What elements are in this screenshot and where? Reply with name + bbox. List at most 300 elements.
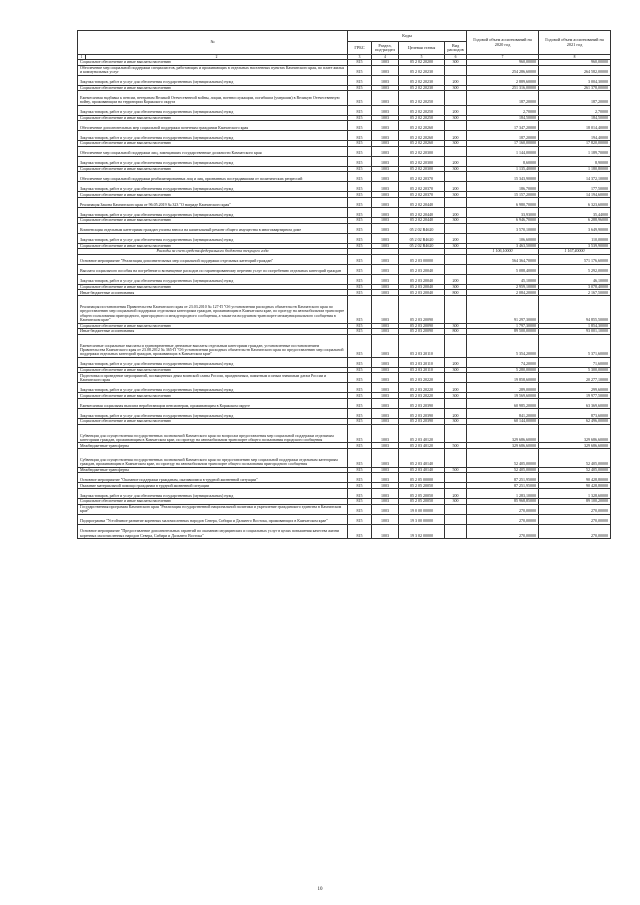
vid-cell: 300 [445, 60, 467, 66]
amount-2021-cell: 1 854,30000 [539, 323, 611, 329]
amount-2021-cell: 5 300,00000 [539, 367, 611, 373]
amount-2020-cell: 254 286,60000 [467, 65, 539, 75]
razdel-cell: 1003 [372, 323, 399, 329]
table-row [78, 197, 611, 207]
grbs-cell: 815 [348, 131, 372, 141]
amount-2020-cell: 60 144,00000 [467, 419, 539, 425]
target-cell: 05 2 03 20090 [399, 323, 445, 329]
razdel-cell: 1003 [372, 192, 399, 198]
vid-cell: 800 [445, 329, 467, 335]
grbs-cell: 815 [348, 489, 372, 499]
razdel-cell: 1003 [372, 223, 399, 233]
row-description: Закупка товаров, работ и услуг для обеспечения государственных (муниципальных) нужд [78, 383, 348, 393]
table-row [78, 399, 611, 409]
row-description: Реализация постановления Правительства Камчатского края от 23.03.2010 № 127-П "Об установлении расходных обязательств Камчатского края по предоставлению мер социальной поддержки отдельным категориям граждан, проживающим в Камчатском крае, по проезду на автомобильном транспорте общего пользования пригородного, пригородного и междугородного сообщения, а также на воздушном транспорте межмуниципального сообщения в Камчатском крае" [78, 295, 348, 323]
amount-2021-cell: 6 288,96000 [539, 217, 611, 223]
table-row [78, 207, 611, 217]
header-razdel: Раздел, под-раздел [372, 42, 399, 55]
target-cell: 05 2 02 20250 [399, 105, 445, 115]
razdel-cell: 1003 [372, 373, 399, 383]
vid-cell: 200 [445, 357, 467, 367]
amount-2020-cell: 52 405,00000 [467, 449, 539, 468]
amount-2021-cell: 110,00000 [539, 233, 611, 243]
vid-cell: 200 [445, 156, 467, 166]
target-cell: 05 2 03 20040 [399, 274, 445, 284]
amount-2021-cell: 270,00000 [539, 514, 611, 524]
amount-2020-cell: 186,70000 [467, 182, 539, 192]
razdel-cell: 1003 [372, 443, 399, 449]
grbs-cell: 815 [348, 156, 372, 166]
target-cell: 05 2 03 20220 [399, 383, 445, 393]
amount-2021-cell: 2,70000 [539, 105, 611, 115]
amount-2020-cell: 3 463,50000 [467, 243, 539, 249]
amount-2020-cell: 1 144,00000 [467, 146, 539, 156]
target-cell: 05 2 02 20370 [399, 172, 445, 182]
header-year-2020: Годовой объем ассигнований на 2020 год [467, 31, 539, 55]
amount-2021-cell: 873,60000 [539, 409, 611, 419]
amount-2021-cell: 3 004,30000 [539, 75, 611, 85]
row-description: Социальное обеспечение и иные выплаты населению [78, 284, 348, 290]
vid-cell [445, 424, 467, 443]
amount-2021-cell: 18 014,40000 [539, 121, 611, 131]
table-row [78, 172, 611, 182]
table-row [78, 146, 611, 156]
razdel-cell: 1003 [372, 166, 399, 172]
grbs-cell: 815 [348, 323, 372, 329]
razdel-cell: 1003 [372, 182, 399, 192]
row-description: Закупка товаров, работ и услуг для обеспечения государственных (муниципальных) нужд [78, 156, 348, 166]
column-number: 5 [399, 55, 445, 60]
amount-2020-cell: 187,20000 [467, 131, 539, 141]
table-row [78, 274, 611, 284]
target-cell: 05 2 03 20040 [399, 264, 445, 274]
amount-2021-cell: 3 078,40000 [539, 284, 611, 290]
target-cell: 05 2 05 20050 [399, 483, 445, 489]
grbs-cell: 815 [348, 192, 372, 198]
amount-2020-cell: 1 797,30000 [467, 323, 539, 329]
target-cell: 05 2 02 20300 [399, 146, 445, 156]
razdel-cell: 1003 [372, 524, 399, 538]
amount-2021-cell: 261 378,00000 [539, 85, 611, 91]
amount-2020-cell: 45,10000 [467, 274, 539, 284]
grbs-cell: 815 [348, 172, 372, 182]
grbs-cell: 815 [348, 443, 372, 449]
row-description: Социальное обеспечение и иные выплаты населению [78, 115, 348, 121]
amount-2021-cell: 52 405,00000 [539, 467, 611, 473]
amount-2021-cell: 329 686,60000 [539, 443, 611, 449]
razdel-cell: 1003 [372, 91, 399, 105]
target-cell: 05 2 02 20250 [399, 115, 445, 121]
row-description: Социальное обеспечение и иные выплаты населению [78, 141, 348, 147]
vid-cell [445, 146, 467, 156]
amount-2021-cell: 52 405,00000 [539, 449, 611, 468]
target-cell: 05 2 03 20040 [399, 290, 445, 296]
amount-2020-cell: 87 251,95000 [467, 473, 539, 483]
row-description: Социальное обеспечение и иные выплаты населению [78, 85, 348, 91]
grbs-cell: 815 [348, 483, 372, 489]
amount-2020-cell: 33,93000 [467, 207, 539, 217]
razdel-cell: 1003 [372, 467, 399, 473]
grbs-cell: 815 [348, 146, 372, 156]
razdel-cell: 1003 [372, 409, 399, 419]
vid-cell [445, 91, 467, 105]
amount-2021-cell: 20 277,10000 [539, 373, 611, 383]
vid-cell: 300 [445, 367, 467, 373]
vid-cell: 300 [445, 141, 467, 147]
row-description: Закупка товаров, работ и услуг для обеспечения государственных (муниципальных) нужд [78, 233, 348, 243]
page-number: 10 [317, 887, 323, 892]
amount-2021-cell: 3 539,90000 [539, 243, 611, 249]
table-row [78, 131, 611, 141]
grbs-cell: 815 [348, 274, 372, 284]
grbs-cell: 815 [348, 254, 372, 264]
razdel-cell: 1003 [372, 419, 399, 425]
row-description: Субвенции для осуществления государственных полномочий Камчатского края по вопросам предоставления мер социальной поддержки отдельным категориям граждан, проживающим в Камчатском крае, по проезду на автомобильном транспорте общего пользования городского сообщения [78, 424, 348, 443]
razdel-cell: 1003 [372, 264, 399, 274]
table-row [78, 65, 611, 75]
table-row [78, 264, 611, 274]
amount-2021-cell: 960,00000 [539, 60, 611, 66]
row-description: Обеспечение мер социальной поддержки реабилитированных лиц и лиц, признанных пострадавшими от политических репрессий [78, 172, 348, 182]
razdel-cell: 1003 [372, 504, 399, 514]
row-description: Закупка товаров, работ и услуг для обеспечения государственных (муниципальных) нужд [78, 75, 348, 85]
table-row [78, 383, 611, 393]
vid-cell: 300 [445, 284, 467, 290]
target-cell: 05 2 02 20370 [399, 192, 445, 198]
target-cell: 05 2 03 20110 [399, 357, 445, 367]
table-row [78, 156, 611, 166]
amount-2020-cell: 960,00000 [467, 60, 539, 66]
target-cell: 05 2 03 40140 [399, 449, 445, 468]
vid-cell [445, 254, 467, 264]
grbs-cell: 815 [348, 383, 372, 393]
amount-2021-cell: 329 686,60000 [539, 424, 611, 443]
amount-2020-cell: 329 686,60000 [467, 424, 539, 443]
amount-2020-cell: 89 500,00000 [467, 329, 539, 335]
razdel-cell: 1003 [372, 75, 399, 85]
table-body [78, 60, 611, 539]
amount-2020-cell: 289,00000 [467, 383, 539, 393]
amount-2020-cell: 564 364,70000 [467, 254, 539, 264]
amount-2020-cell: 1 283,10000 [467, 489, 539, 499]
table-row [78, 91, 611, 105]
razdel-cell: 1003 [372, 399, 399, 409]
row-description: Социальное обеспечение и иные выплаты населению [78, 323, 348, 329]
razdel-cell: 1003 [372, 383, 399, 393]
target-cell: 05 2 02 20300 [399, 166, 445, 172]
razdel-cell: 1003 [372, 473, 399, 483]
target-cell: 05 2 02 20440 [399, 207, 445, 217]
grbs-cell: 815 [348, 85, 372, 91]
target-cell: 05 2 03 40120 [399, 443, 445, 449]
vid-cell [445, 514, 467, 524]
amount-2020-cell: 5 354,20000 [467, 334, 539, 357]
grbs-cell: 815 [348, 223, 372, 233]
amount-2021-cell: 270,00000 [539, 504, 611, 514]
amount-2020-cell: 2 084,20000 [467, 290, 539, 296]
row-description: Межбюджетные трансферты [78, 467, 348, 473]
row-description: Социальное обеспечение и иные выплаты населению [78, 393, 348, 399]
razdel-cell: 1003 [372, 290, 399, 296]
row-description: Государственная программа Камчатского края "Реализация государственной национальной политики и укрепление гражданского единства в Камчатском крае" [78, 504, 348, 514]
row-description: Ежемесячная социальная выплата неработающим пенсионерам, проживающим в Корякском округе [78, 399, 348, 409]
amount-2020-cell: 85 968,85000 [467, 499, 539, 505]
amount-2020-cell: 841,20000 [467, 409, 539, 419]
vid-cell [445, 504, 467, 514]
vid-cell: 200 [445, 274, 467, 284]
grbs-cell: 815 [348, 75, 372, 85]
header-codes: Коды [348, 31, 467, 42]
grbs-cell: 815 [348, 207, 372, 217]
header-vid: Вид расходов [445, 42, 467, 55]
row-description: Подпрограмма "Устойчивое развитие коренных малочисленных народов Севера, Сибири и Дальнего Востока, проживающих в Камчатском крае" [78, 514, 348, 524]
razdel-cell: 1003 [372, 141, 399, 147]
amount-2020-cell: 5 088,40000 [467, 264, 539, 274]
amount-2021-cell: 270,00000 [539, 524, 611, 538]
vid-cell: 800 [445, 290, 467, 296]
row-description: Реализация Закона Камчатского края от 96.05.2019 № 323 "О награде Камчатского края" [78, 197, 348, 207]
razdel-cell: 1003 [372, 449, 399, 468]
table-header [78, 31, 611, 60]
amount-2020-cell: 5 280,00000 [467, 367, 539, 373]
amount-2021-cell: 17 820,00000 [539, 141, 611, 147]
razdel-cell: 1003 [372, 85, 399, 91]
razdel-cell: 1003 [372, 156, 399, 166]
vid-cell [445, 449, 467, 468]
vid-cell: 200 [445, 182, 467, 192]
row-description: Субвенции для осуществления государственных полномочий Камчатского края по предоставлению мер социальной поддержки отдельным категориям граждан, проживающим в Камчатском крае, по проезду на автомобильном транспорте общего пользования пригородного сообщения [78, 449, 348, 468]
razdel-cell: 1003 [372, 60, 399, 66]
vid-cell [445, 524, 467, 538]
target-cell: 05 2 02 20230 [399, 85, 445, 91]
vid-cell [445, 264, 467, 274]
table-row [78, 233, 611, 243]
vid-cell [445, 121, 467, 131]
vid-cell [445, 172, 467, 182]
vid-cell [445, 334, 467, 357]
grbs-cell: 815 [348, 409, 372, 419]
grbs-cell: 815 [348, 399, 372, 409]
amount-2021-cell: 194,40000 [539, 131, 611, 141]
target-cell: 19 3 00 00000 [399, 514, 445, 524]
row-description: Обеспечение мер социальной поддержки специалистов, работающих и проживающих в отдельных населенных пунктах Камчатского края, по плате жилья и коммунальных услуг [78, 65, 348, 75]
vid-cell: 200 [445, 233, 467, 243]
target-cell: 05 2 02 20230 [399, 65, 445, 75]
table-row [78, 449, 611, 468]
amount-2020-cell: 17 160,00000 [467, 141, 539, 147]
row-description: Закупка товаров, работ и услуг для обеспечения государственных (муниципальных) нужд [78, 131, 348, 141]
table-row [78, 489, 611, 499]
target-cell: 19 3 02 00000 [399, 524, 445, 538]
grbs-cell: 815 [348, 357, 372, 367]
vid-cell [445, 473, 467, 483]
row-description: Основное мероприятие "Реализация дополнительных мер социальной поддержки отдельных категорий граждан" [78, 254, 348, 264]
table-row [78, 295, 611, 323]
amount-2020-cell: 15 157,20000 [467, 192, 539, 198]
amount-2020-cell: 74,20000 [467, 357, 539, 367]
grbs-cell: 815 [348, 514, 372, 524]
target-cell: 05 2 02 20370 [399, 182, 445, 192]
amount-2021-cell: 1 189,70000 [539, 146, 611, 156]
vid-cell: 300 [445, 419, 467, 425]
table-row [78, 409, 611, 419]
vid-cell [445, 223, 467, 233]
vid-cell: 300 [445, 243, 467, 249]
target-cell: 05 2 02 20440 [399, 197, 445, 207]
grbs-cell: 815 [348, 290, 372, 296]
table-row [78, 373, 611, 383]
amount-2021-cell: 177,50000 [539, 182, 611, 192]
row-description: Закупка товаров, работ и услуг для обеспечения государственных (муниципальных) нужд [78, 274, 348, 284]
amount-2020-cell: 2 889,60000 [467, 75, 539, 85]
column-number: 2 [86, 55, 348, 60]
vid-cell: 200 [445, 75, 467, 85]
target-cell: 05 2 03 20220 [399, 393, 445, 399]
razdel-cell: 1003 [372, 393, 399, 399]
vid-cell: 200 [445, 105, 467, 115]
grbs-cell: 815 [348, 424, 372, 443]
amount-2021-cell: 2 167,50000 [539, 290, 611, 296]
amount-2021-cell: 35,44000 [539, 207, 611, 217]
amount-2021-cell: 3 649,90000 [539, 223, 611, 233]
target-cell: 05 2 03 20040 [399, 284, 445, 290]
razdel-cell: 1003 [372, 115, 399, 121]
row-description: Иные бюджетные ассигнования [78, 290, 348, 296]
amount-2021-cell: 6 323,60000 [539, 197, 611, 207]
vid-cell [445, 197, 467, 207]
vid-cell: 500 [445, 443, 467, 449]
header-year-2021: Годовой объем ассигнований на 2021 год [539, 31, 611, 55]
amount-2021-cell: 63 369,60000 [539, 399, 611, 409]
grbs-cell: 815 [348, 449, 372, 468]
target-cell: 05 2 02 20250 [399, 91, 445, 105]
grbs-cell: 815 [348, 393, 372, 399]
target-cell: 05 2 05 20050 [399, 489, 445, 499]
grbs-cell: 815 [348, 473, 372, 483]
vid-cell: 200 [445, 207, 467, 217]
vid-cell: 200 [445, 489, 467, 499]
razdel-cell: 1003 [372, 105, 399, 115]
amount-2021-cell: 46,10000 [539, 274, 611, 284]
column-number: 7 [467, 55, 539, 60]
table-row [78, 223, 611, 233]
row-description: Основное мероприятие "Оказание поддержки гражданам, оказавшимся в трудной жизненной ситуации" [78, 473, 348, 483]
amount-2021-cell: 571 176,60000 [539, 254, 611, 264]
vid-cell [445, 65, 467, 75]
target-cell: 05 2 05 00000 [399, 473, 445, 483]
grbs-cell: 815 [348, 182, 372, 192]
row-description: Закупка товаров, работ и услуг для обеспечения государственных (муниципальных) нужд [78, 182, 348, 192]
target-cell: 05 2 03 20390 [399, 409, 445, 419]
razdel-cell: 1003 [372, 274, 399, 284]
table-row [78, 334, 611, 357]
row-description: Обеспечение мер социальной поддержки лиц, замещавших государственные должности Камчатского края [78, 146, 348, 156]
row-description: Выплата социального пособия на погребение и возмещение расходов по гарантированному перечню услуг по погребению отдельных категорий граждан [78, 264, 348, 274]
amount-2020-cell: 270,00000 [467, 514, 539, 524]
amount-2020-cell: 270,00000 [467, 504, 539, 514]
grbs-cell: 815 [348, 334, 372, 357]
amount-2021-cell: 1 167,40000 [539, 249, 611, 255]
amount-2020-cell: 15 343,90000 [467, 172, 539, 182]
row-description: Компенсация отдельным категориям граждан уплаты взноса на капитальный ремонт общего имущества в многоквартирном доме [78, 223, 348, 233]
razdel-cell: 1003 [372, 334, 399, 357]
table-row [78, 105, 611, 115]
table-row [78, 514, 611, 524]
row-description: Закупка товаров, работ и услуг для обеспечения государственных (муниципальных) нужд [78, 105, 348, 115]
target-cell: 05 2 03 20390 [399, 419, 445, 425]
target-cell: 05 2 03 20110 [399, 367, 445, 373]
row-description: Ежемесячные социальные выплаты и единовременные денежные выплаты отдельным категориям граждан, установленные постановлением Правительства Камчатского края от 23.08.2012 № 365-П "Об установлении расходных обязательств Камчатского края по предоставлению мер социальной поддержки отдельных категорий граждан, проживающих в Камчатском крае" [78, 334, 348, 357]
razdel-cell: 1003 [372, 514, 399, 524]
razdel-cell: 1003 [372, 243, 399, 249]
column-number: 6 [445, 55, 467, 60]
grbs-cell: 815 [348, 264, 372, 274]
razdel-cell: 1003 [372, 284, 399, 290]
row-description: Социальное обеспечение и иные выплаты населению [78, 419, 348, 425]
grbs-cell: 815 [348, 166, 372, 172]
grbs-cell: 815 [348, 217, 372, 223]
amount-2021-cell: 90 428,80000 [539, 473, 611, 483]
table-row [78, 357, 611, 367]
target-cell: 05 2 02 20440 [399, 217, 445, 223]
amount-2021-cell: 90 428,80000 [539, 483, 611, 489]
row-description: Межбюджетные трансферты [78, 443, 348, 449]
amount-2020-cell: 184,50000 [467, 115, 539, 121]
amount-2021-cell: 5 371,60000 [539, 334, 611, 357]
amount-2020-cell: 87 251,95000 [467, 483, 539, 489]
grbs-cell: 815 [348, 295, 372, 323]
vid-cell [445, 295, 467, 323]
table-row [78, 524, 611, 538]
amount-2020-cell: 329 686,60000 [467, 443, 539, 449]
razdel-cell: 1003 [372, 121, 399, 131]
grbs-cell: 815 [348, 60, 372, 66]
razdel-cell: 1003 [372, 233, 399, 243]
amount-2020-cell: 60 985,20000 [467, 399, 539, 409]
grbs-cell: 815 [348, 233, 372, 243]
amount-2021-cell: 1 180,80000 [539, 166, 611, 172]
razdel-cell: 1003 [372, 424, 399, 443]
razdel-cell: 1003 [372, 146, 399, 156]
row-description: Ежемесячная надбавка к пенсии, ветеранам Великой Отечественной войны, лицам, военнослужащим, погибшим (умершим) в Великую Отечественную войну, проживающим на территории Корякского округа [78, 91, 348, 105]
row-description: Подготовка и проведение мероприятий, посвященных дням воинской славы России, праздничным, памятным и иным значимым датам России и Камчатского края [78, 373, 348, 383]
row-description: Закупка товаров, работ и услуг для обеспечения государственных (муниципальных) нужд [78, 207, 348, 217]
razdel-cell: 1003 [372, 367, 399, 373]
amount-2021-cell: 5 292,00000 [539, 264, 611, 274]
vid-cell: 500 [445, 467, 467, 473]
razdel-cell: 1003 [372, 217, 399, 223]
grbs-cell: 815 [348, 524, 372, 538]
razdel-cell: 1003 [372, 197, 399, 207]
target-cell: 05 2 02 20260 [399, 131, 445, 141]
amount-2021-cell: 62 496,00000 [539, 419, 611, 425]
grbs-cell: 815 [348, 367, 372, 373]
razdel-cell: 1003 [372, 295, 399, 323]
razdel-cell: 1003 [372, 329, 399, 335]
grbs-cell: 815 [348, 121, 372, 131]
row-description: Закупка товаров, работ и услуг для обеспечения государственных (муниципальных) нужд [78, 357, 348, 367]
budget-table [77, 30, 611, 539]
amount-2021-cell: 14 194,60000 [539, 192, 611, 198]
amount-2021-cell: 8,90000 [539, 156, 611, 166]
grbs-cell: 815 [348, 91, 372, 105]
amount-2021-cell: 94 855,50000 [539, 295, 611, 323]
grbs-cell: 815 [348, 329, 372, 335]
table-row [78, 504, 611, 514]
grbs-cell: 815 [348, 504, 372, 514]
column-number: 3 [348, 55, 372, 60]
razdel-cell: 1003 [372, 207, 399, 217]
